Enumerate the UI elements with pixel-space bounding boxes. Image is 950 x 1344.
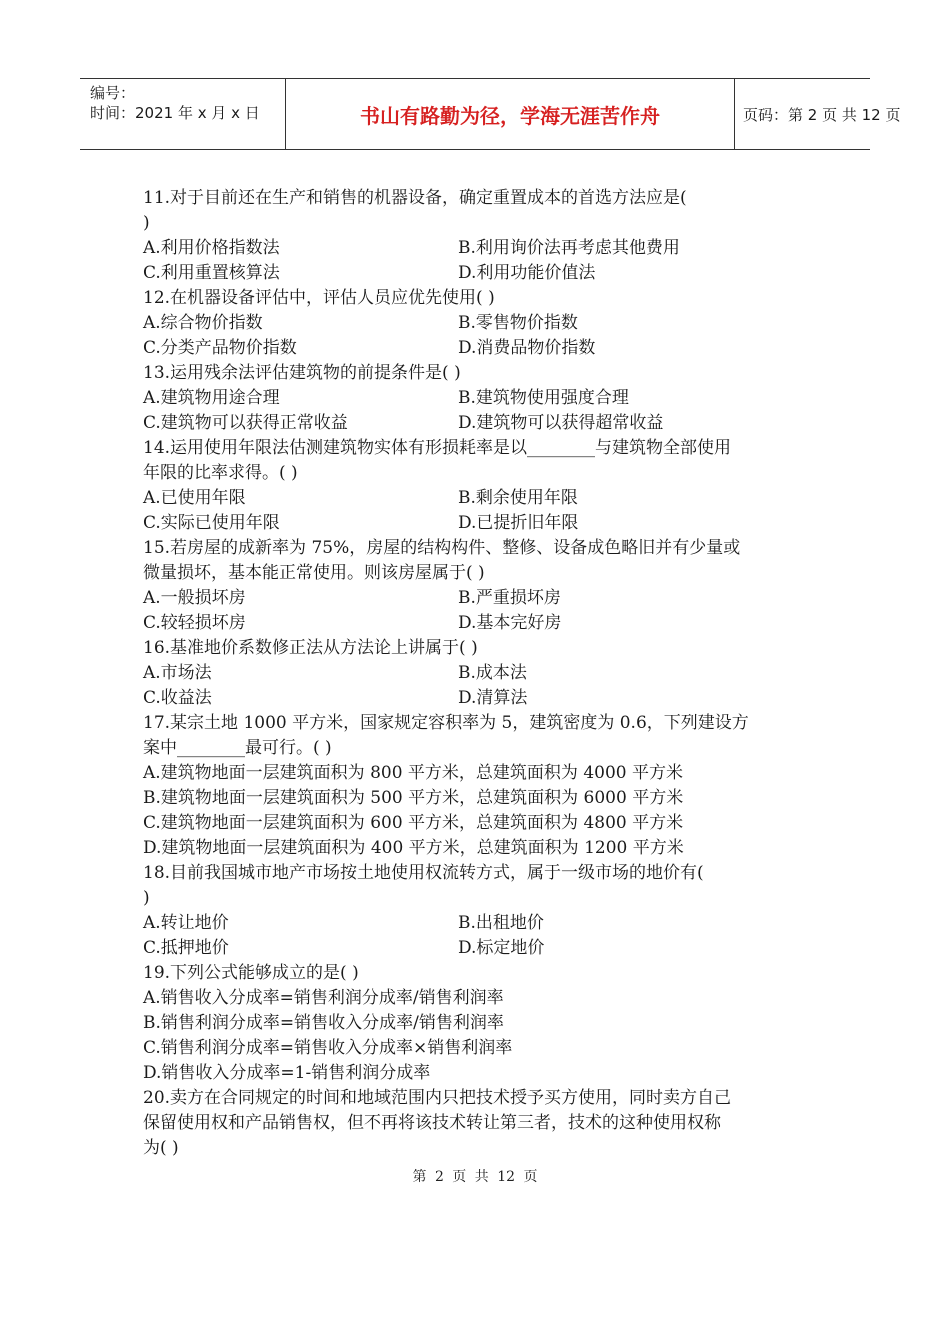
answer-option: A.综合物价指数 bbox=[143, 313, 263, 333]
answer-option: D.标定地价 bbox=[458, 938, 545, 958]
page-footer: 第 2 页 共 12 页 bbox=[412, 1169, 538, 1185]
option-row bbox=[143, 236, 815, 261]
option-row bbox=[143, 311, 815, 336]
page-header bbox=[80, 78, 901, 150]
question-stem-line: ) bbox=[143, 888, 150, 908]
header-page-label: 页码：第 2 页 共 12 页 bbox=[743, 105, 901, 124]
answer-option: C.利用重置核算法 bbox=[143, 263, 280, 283]
answer-option: D.清算法 bbox=[458, 688, 528, 708]
answer-option: A.市场法 bbox=[143, 663, 212, 683]
question-block bbox=[143, 436, 815, 536]
question-stem-line: 17.某宗土地 1000 平方米，国家规定容积率为 5，建筑密度为 0.6，下列建设方 bbox=[143, 713, 749, 733]
option-row bbox=[143, 661, 815, 686]
answer-option: C.建筑物可以获得正常收益 bbox=[143, 413, 348, 433]
option-row bbox=[143, 411, 815, 436]
answer-option: B.建筑物使用强度合理 bbox=[458, 388, 629, 408]
answer-option: A.销售收入分成率=销售利润分成率/销售利润率 bbox=[143, 988, 504, 1008]
answer-option: C.实际已使用年限 bbox=[143, 513, 280, 533]
answer-option: B.出租地价 bbox=[458, 913, 544, 933]
question-block bbox=[143, 536, 815, 636]
option-row bbox=[143, 611, 815, 636]
question-stem-line: 为( ) bbox=[143, 1138, 179, 1158]
answer-option: A.转让地价 bbox=[143, 913, 229, 933]
question-block bbox=[143, 961, 815, 1086]
question-stem-line: 19.下列公式能够成立的是( ) bbox=[143, 963, 359, 983]
option-row bbox=[143, 911, 815, 936]
option-row bbox=[143, 511, 815, 536]
question-stem-line: 13.运用残余法评估建筑物的前提条件是( ) bbox=[143, 363, 461, 383]
option-row bbox=[143, 686, 815, 711]
question-stem-line: 11.对于目前还在生产和销售的机器设备，确定重置成本的首选方法应是( bbox=[143, 188, 687, 208]
answer-option: B.零售物价指数 bbox=[458, 313, 578, 333]
question-stem-line: 18.目前我国城市地产市场按土地使用权流转方式，属于一级市场的地价有( bbox=[143, 863, 704, 883]
option-row bbox=[143, 261, 815, 286]
header-motto: 书山有路勤为径，学海无涯苦作舟 bbox=[285, 79, 735, 149]
answer-option: D.已提折旧年限 bbox=[458, 513, 579, 533]
question-stem-line: 保留使用权和产品销售权，但不再将该技术转让第三者，技术的这种使用权称 bbox=[143, 1113, 721, 1133]
answer-option: A.建筑物用途合理 bbox=[143, 388, 280, 408]
answer-option: C.抵押地价 bbox=[143, 938, 229, 958]
document-number-label: 编号： bbox=[90, 84, 136, 102]
question-stem-line: 14.运用使用年限法估测建筑物实体有形损耗率是以________与建筑物全部使用 bbox=[143, 438, 732, 458]
question-stem-line: 年限的比率求得。( ) bbox=[143, 463, 298, 483]
header-meta bbox=[80, 79, 285, 149]
question-stem-line: 微量损坏，基本能正常使用。则该房屋属于( ) bbox=[143, 563, 485, 583]
answer-option: B.剩余使用年限 bbox=[458, 488, 578, 508]
question-list bbox=[143, 186, 815, 1161]
question-stem-line: 案中________最可行。( ) bbox=[143, 738, 332, 758]
answer-option: B.成本法 bbox=[458, 663, 527, 683]
answer-option: D.利用功能价值法 bbox=[458, 263, 596, 283]
answer-option: A.一般损坏房 bbox=[143, 588, 246, 608]
answer-option: B.销售利润分成率=销售收入分成率/销售利润率 bbox=[143, 1013, 504, 1033]
answer-option: A.利用价格指数法 bbox=[143, 238, 280, 258]
question-block bbox=[143, 186, 815, 286]
answer-option: B.建筑物地面一层建筑面积为 500 平方米，总建筑面积为 6000 平方米 bbox=[143, 788, 684, 808]
question-stem-line: 20.卖方在合同规定的时间和地域范围内只把技术授予买方使用，同时卖方自己 bbox=[143, 1088, 732, 1108]
question-stem-line: 12.在机器设备评估中，评估人员应优先使用( ) bbox=[143, 288, 495, 308]
question-stem-line: 15.若房屋的成新率为 75%，房屋的结构构件、整修、设备成色略旧并有少量或 bbox=[143, 538, 741, 558]
answer-option: D.基本完好房 bbox=[458, 613, 562, 633]
answer-option: C.分类产品物价指数 bbox=[143, 338, 297, 358]
answer-option: D.消费品物价指数 bbox=[458, 338, 596, 358]
option-row bbox=[143, 386, 815, 411]
answer-option: C.较轻损坏房 bbox=[143, 613, 246, 633]
question-block bbox=[143, 286, 815, 361]
answer-option: C.销售利润分成率=销售收入分成率×销售利润率 bbox=[143, 1038, 513, 1058]
question-block bbox=[143, 711, 815, 861]
question-stem-line: ) bbox=[143, 213, 150, 233]
answer-option: D.建筑物地面一层建筑面积为 400 平方米，总建筑面积为 1200 平方米 bbox=[143, 838, 684, 858]
option-row bbox=[143, 936, 815, 961]
answer-option: A.建筑物地面一层建筑面积为 800 平方米，总建筑面积为 4000 平方米 bbox=[143, 763, 684, 783]
option-row bbox=[143, 586, 815, 611]
option-row bbox=[143, 336, 815, 361]
document-time-label: 时间：2021 年 x 月 x 日 bbox=[90, 104, 260, 122]
answer-option: A.已使用年限 bbox=[143, 488, 246, 508]
option-row bbox=[143, 486, 815, 511]
question-stem-line: 16.基准地价系数修正法从方法论上讲属于( ) bbox=[143, 638, 478, 658]
answer-option: D.销售收入分成率=1-销售利润分成率 bbox=[143, 1063, 431, 1083]
answer-option: D.建筑物可以获得超常收益 bbox=[458, 413, 664, 433]
question-block bbox=[143, 361, 815, 436]
question-block bbox=[143, 636, 815, 711]
answer-option: B.利用询价法再考虑其他费用 bbox=[458, 238, 680, 258]
question-block bbox=[143, 1086, 815, 1161]
question-block bbox=[143, 861, 815, 961]
answer-option: B.严重损坏房 bbox=[458, 588, 561, 608]
answer-option: C.建筑物地面一层建筑面积为 600 平方米，总建筑面积为 4800 平方米 bbox=[143, 813, 684, 833]
answer-option: C.收益法 bbox=[143, 688, 212, 708]
